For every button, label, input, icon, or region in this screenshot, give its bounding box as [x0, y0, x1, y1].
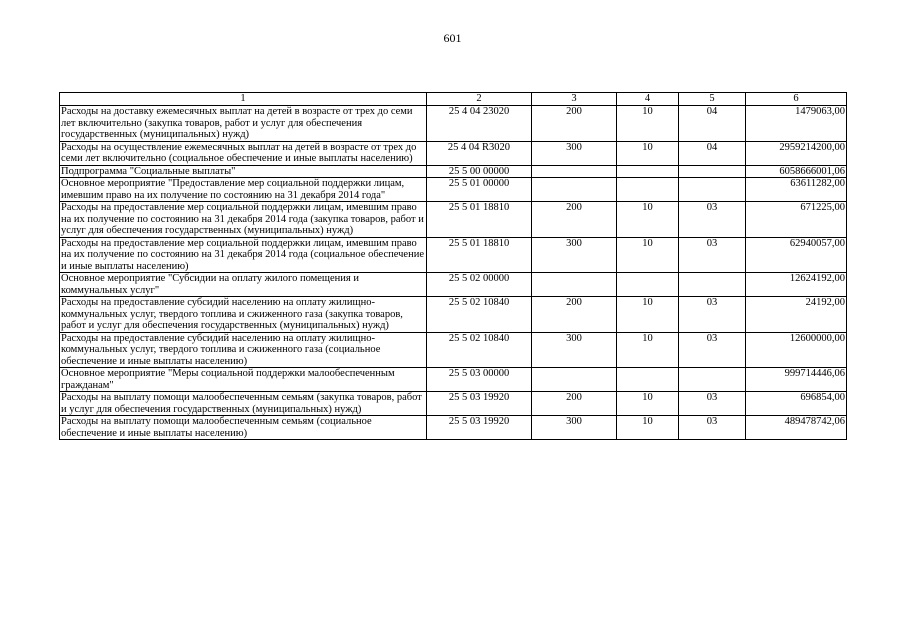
amount-cell: 2959214200,00 [746, 141, 847, 165]
table-row [60, 416, 847, 440]
budget-table [59, 92, 847, 440]
section-cell [617, 178, 679, 202]
expense-name-cell: Расходы на предоставление субсидий населению на оплату жилищно-коммунальных услуг, твердого топлива и сжиженного газа (социальное обеспечение и иные выплаты населению) [60, 332, 427, 368]
table-row [60, 178, 847, 202]
expense-name-cell: Основное мероприятие "Меры социальной поддержки малообеспеченным гражданам" [60, 368, 427, 392]
subsection-cell: 04 [679, 141, 746, 165]
subsection-cell [679, 273, 746, 297]
page-number: 601 [443, 31, 462, 45]
expense-type-cell [532, 165, 617, 178]
amount-cell: 62940057,00 [746, 237, 847, 273]
section-cell: 10 [617, 106, 679, 142]
amount-cell: 489478742,06 [746, 416, 847, 440]
subsection-cell: 03 [679, 202, 746, 238]
subsection-cell [679, 165, 746, 178]
amount-cell: 999714446,06 [746, 368, 847, 392]
expense-name-cell: Расходы на выплату помощи малообеспеченным семьям (закупка товаров, работ и услуг для обеспечения государственных (муниципальных) нужд) [60, 392, 427, 416]
expense-name-cell: Расходы на доставку ежемесячных выплат на детей в возрасте от трех до семи лет включительно (закупка товаров, работ и услуг для обеспечения государственных (муниципальных) нужд) [60, 106, 427, 142]
table-row [60, 297, 847, 333]
expense-type-cell: 200 [532, 106, 617, 142]
expense-type-cell: 300 [532, 332, 617, 368]
target-code-cell: 25 4 04 23020 [427, 106, 532, 142]
table-body [60, 106, 847, 440]
column-header: 3 [532, 93, 617, 106]
table-row [60, 332, 847, 368]
table-row [60, 141, 847, 165]
section-cell [617, 368, 679, 392]
column-header: 1 [60, 93, 427, 106]
expense-name-cell: Подпрограмма "Социальные выплаты" [60, 165, 427, 178]
section-cell: 10 [617, 332, 679, 368]
target-code-cell: 25 5 01 00000 [427, 178, 532, 202]
table-row [60, 237, 847, 273]
subsection-cell: 03 [679, 332, 746, 368]
amount-cell: 1479063,00 [746, 106, 847, 142]
section-cell: 10 [617, 202, 679, 238]
expense-name-cell: Расходы на предоставление мер социальной поддержки лицам, имевшим право на их получение по состоянию на 31 декабря 2014 года (социальное обеспечение и иные выплаты населению) [60, 237, 427, 273]
expense-type-cell: 300 [532, 237, 617, 273]
target-code-cell: 25 5 01 18810 [427, 202, 532, 238]
expense-name-cell: Основное мероприятие "Субсидии на оплату жилого помещения и коммунальных услуг" [60, 273, 427, 297]
subsection-cell [679, 368, 746, 392]
column-header: 4 [617, 93, 679, 106]
expense-type-cell: 200 [532, 202, 617, 238]
amount-cell: 24192,00 [746, 297, 847, 333]
target-code-cell: 25 4 04 R3020 [427, 141, 532, 165]
expense-name-cell: Расходы на предоставление субсидий населению на оплату жилищно-коммунальных услуг, твердого топлива и сжиженного газа (закупка товаров, работ и услуг для обеспечения государственных (муниципальных) нужд) [60, 297, 427, 333]
section-cell [617, 165, 679, 178]
target-code-cell: 25 5 02 10840 [427, 297, 532, 333]
expense-name-cell: Расходы на предоставление мер социальной поддержки лицам, имевшим право на их получение по состоянию на 31 декабря 2014 года (закупка товаров, работ и услуг для обеспечения государственных (муниципальных) нужд) [60, 202, 427, 238]
subsection-cell: 04 [679, 106, 746, 142]
target-code-cell: 25 5 03 19920 [427, 392, 532, 416]
expense-type-cell: 200 [532, 297, 617, 333]
expense-type-cell [532, 273, 617, 297]
table-row [60, 106, 847, 142]
section-cell [617, 273, 679, 297]
amount-cell: 12600000,00 [746, 332, 847, 368]
expense-type-cell [532, 368, 617, 392]
expense-type-cell: 200 [532, 392, 617, 416]
subsection-cell: 03 [679, 392, 746, 416]
column-header: 6 [746, 93, 847, 106]
target-code-cell: 25 5 02 10840 [427, 332, 532, 368]
amount-cell: 696854,00 [746, 392, 847, 416]
section-cell: 10 [617, 392, 679, 416]
amount-cell: 63611282,00 [746, 178, 847, 202]
amount-cell: 12624192,00 [746, 273, 847, 297]
target-code-cell: 25 5 01 18810 [427, 237, 532, 273]
table-row [60, 165, 847, 178]
section-cell: 10 [617, 141, 679, 165]
expense-type-cell: 300 [532, 141, 617, 165]
table-header-row [60, 93, 847, 106]
expense-type-cell: 300 [532, 416, 617, 440]
expense-name-cell: Расходы на выплату помощи малообеспеченным семьям (социальное обеспечение и иные выплаты населению) [60, 416, 427, 440]
subsection-cell: 03 [679, 297, 746, 333]
table-row [60, 368, 847, 392]
target-code-cell: 25 5 00 00000 [427, 165, 532, 178]
amount-cell: 671225,00 [746, 202, 847, 238]
target-code-cell: 25 5 02 00000 [427, 273, 532, 297]
target-code-cell: 25 5 03 00000 [427, 368, 532, 392]
section-cell: 10 [617, 237, 679, 273]
table-row [60, 392, 847, 416]
subsection-cell: 03 [679, 416, 746, 440]
expense-name-cell: Основное мероприятие "Предоставление мер социальной поддержки лицам, имевшим право на их получение по состоянию на 31 декабря 2014 года" [60, 178, 427, 202]
column-header: 5 [679, 93, 746, 106]
subsection-cell: 03 [679, 237, 746, 273]
table-row [60, 273, 847, 297]
table-row [60, 202, 847, 238]
section-cell: 10 [617, 297, 679, 333]
subsection-cell [679, 178, 746, 202]
target-code-cell: 25 5 03 19920 [427, 416, 532, 440]
expense-type-cell [532, 178, 617, 202]
column-header: 2 [427, 93, 532, 106]
amount-cell: 6058666001,06 [746, 165, 847, 178]
expense-name-cell: Расходы на осуществление ежемесячных выплат на детей в возрасте от трех до семи лет включительно (социальное обеспечение и иные выплаты населению) [60, 141, 427, 165]
section-cell: 10 [617, 416, 679, 440]
